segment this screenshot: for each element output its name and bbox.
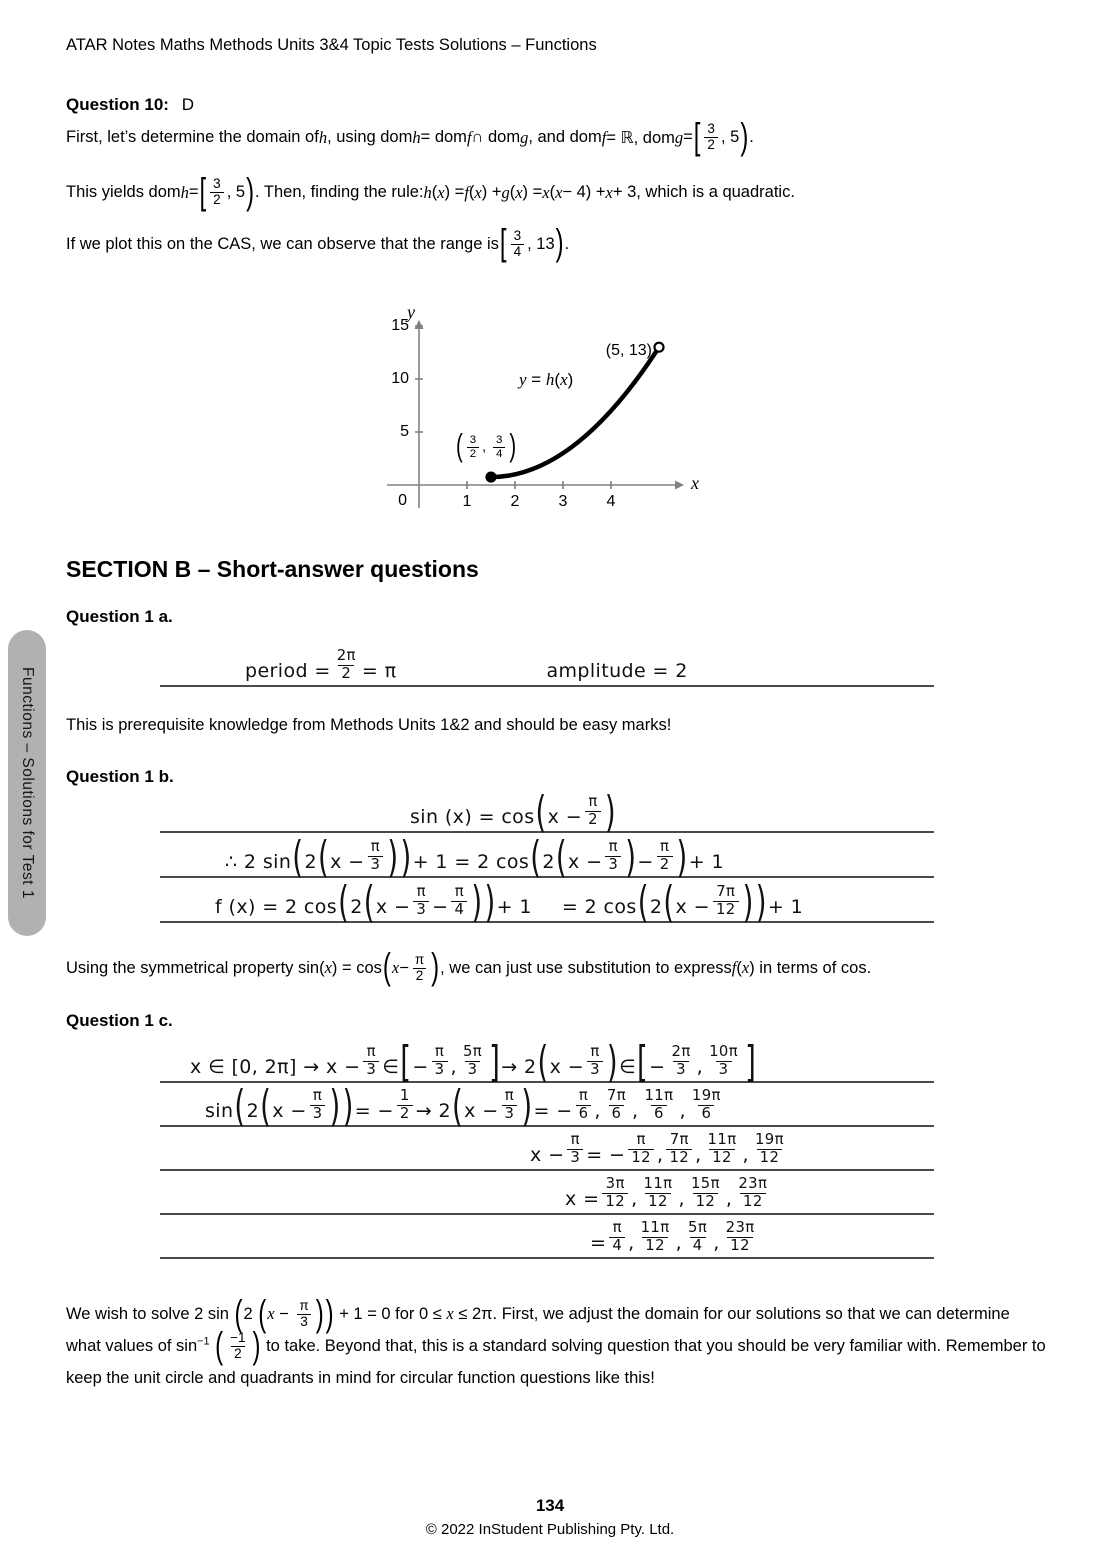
question-10-answer: D xyxy=(181,95,194,114)
handwritten-work-1c-row: x − $\frac{\pi}{3}$ = − $\frac{\pi}{12}$ , $\frac{7\pi}{12}$ , $\frac{11\pi}{12}$ , $\frac{19\pi}{12}$ xyxy=(160,1126,934,1171)
paragraph-line: First, let’s determine the domain of h , using dom h = dom f ∩ dom g , and dom f = ℝ, dom g = [ $\frac{3}{2}$ , 5 ) . xyxy=(66,115,754,158)
note-1c: We wish to solve 2 sin (2 (x − $\frac{\pi}{3}$ )) + 1 = 0 for 0 ≤ x ≤ 2π. First, we adjust the domain for our solutions so that we can determine what values of $\sin^{-1}$ ( $\frac{-1}{2}$ ) to take. Beyond that, this is a standard solving question that you should be very familiar with. Remember to keep the unit circle and quadrants in mind for circular function questions like this! xyxy=(66,1292,1046,1388)
note-1a: This is prerequisite knowledge from Methods Units 1&2 and should be easy marks! xyxy=(66,716,672,734)
side-tab: Functions – Solutions for Test 1 xyxy=(8,630,46,936)
handwritten-work-1b-row: f (x) = 2 cos ( 2 ( x − $\frac{\pi}{3}$ − $\frac{\pi}{4}$ ) ) + 1 = 2 cos ( 2 ( x − $\frac{7\pi}{12}$ ) ) + 1 xyxy=(160,878,934,923)
x-axis-label: x xyxy=(691,473,699,493)
x-tick-label: 2 xyxy=(510,493,520,510)
copyright: © 2022 InStudent Publishing Pty. Ltd. xyxy=(425,1521,675,1538)
curve-label: y = h(x) xyxy=(519,370,574,389)
page-number: 134 xyxy=(535,1496,565,1515)
origin-label: 0 xyxy=(398,492,407,509)
endpoint-label: (5, 13) xyxy=(605,342,652,359)
handwritten-work-1b-row: ∴ 2 sin ( 2 ( x − $\frac{\pi}{3}$ ) ) + 1 = 2 cos ( 2 ( x − $\frac{\pi}{3}$ ) − $\frac{\pi}{2}$ ) + 1 xyxy=(160,833,934,878)
question-10-solution xyxy=(66,110,1046,268)
startpoint-label: ( $\frac{3}{2}$ , $\frac{3}{4}$ ) xyxy=(456,429,517,464)
handwritten-work-1b-row: sin (x) = cos ( x − $\frac{\pi}{2}$ ) xyxy=(160,788,934,833)
question-10-label: Question 10: xyxy=(66,95,169,114)
graph-canvas xyxy=(375,296,710,531)
handwritten-work-1c-row: = $\frac{\pi}{4}$ , $\frac{11\pi}{12}$ , $\frac{5\pi}{4}$ , $\frac{23\pi}{12}$ xyxy=(160,1214,934,1259)
page-header: ATAR Notes Maths Methods Units 3&4 Topic Tests Solutions – Functions xyxy=(66,36,597,54)
y-axis-label: y xyxy=(407,302,415,322)
handwritten-work-1a: period = $\frac{2\pi}{2}$ = π amplitude = 2 xyxy=(160,642,934,687)
question-1b-heading: Question 1 b. xyxy=(66,767,174,786)
paragraph-line: This yields dom h = [ $\frac{3}{2}$ , 5 ) . Then, finding the rule: h ( x ) = f ( x ) + g ( x ) = x ( x − 4) + x + 3, which is a quadratic. xyxy=(66,170,795,213)
y-tick-label: 10 xyxy=(391,370,409,387)
handwritten-work-1c-row: x ∈ [0, 2π] → x − $\frac{\pi}{3}$ ∈ [ − $\frac{\pi}{3}$ , $\frac{5\pi}{3}$ ] → 2 ( x − $\frac{\pi}{3}$ ) ∈ [ − $\frac{2\pi}{3}$ , $\frac{10\pi}{3}$ ] xyxy=(160,1038,934,1083)
question-1a-heading: Question 1 a. xyxy=(66,607,173,626)
handwritten-work-1c-row: x = $\frac{3\pi}{12}$ , $\frac{11\pi}{12}$ , $\frac{15\pi}{12}$ , $\frac{23\pi}{12}$ xyxy=(160,1170,934,1215)
question-1c-heading: Question 1 c. xyxy=(66,1011,173,1030)
note-1b: Using the symmetrical property sin( x ) = cos ( x − $\frac{\pi}{2}$ ) , we can just use substitution to express f ( x ) in terms of cos. xyxy=(66,946,872,989)
function-graph xyxy=(375,296,710,531)
x-tick-label: 4 xyxy=(606,493,616,510)
y-tick-label: 15 xyxy=(391,317,409,334)
y-tick-label: 5 xyxy=(400,423,409,440)
paragraph-line: If we plot this on the CAS, we can observe that the range is [ $\frac{3}{4}$ , 13 ) . xyxy=(66,222,570,265)
handwritten-work-1c-row: sin ( 2 ( x − $\frac{\pi}{3}$ ) ) = − $\frac{1}{2}$ → 2 ( x − $\frac{\pi}{3}$ ) = − $\frac{\pi}{6}$ , $\frac{7\pi}{6}$ , $\frac{11\pi}{6}$ , $\frac{19\pi}{6}$ xyxy=(160,1082,934,1127)
x-tick-label: 3 xyxy=(558,493,568,510)
x-tick-label: 1 xyxy=(462,493,472,510)
section-b-heading: SECTION B – Short-answer questions xyxy=(66,556,479,582)
